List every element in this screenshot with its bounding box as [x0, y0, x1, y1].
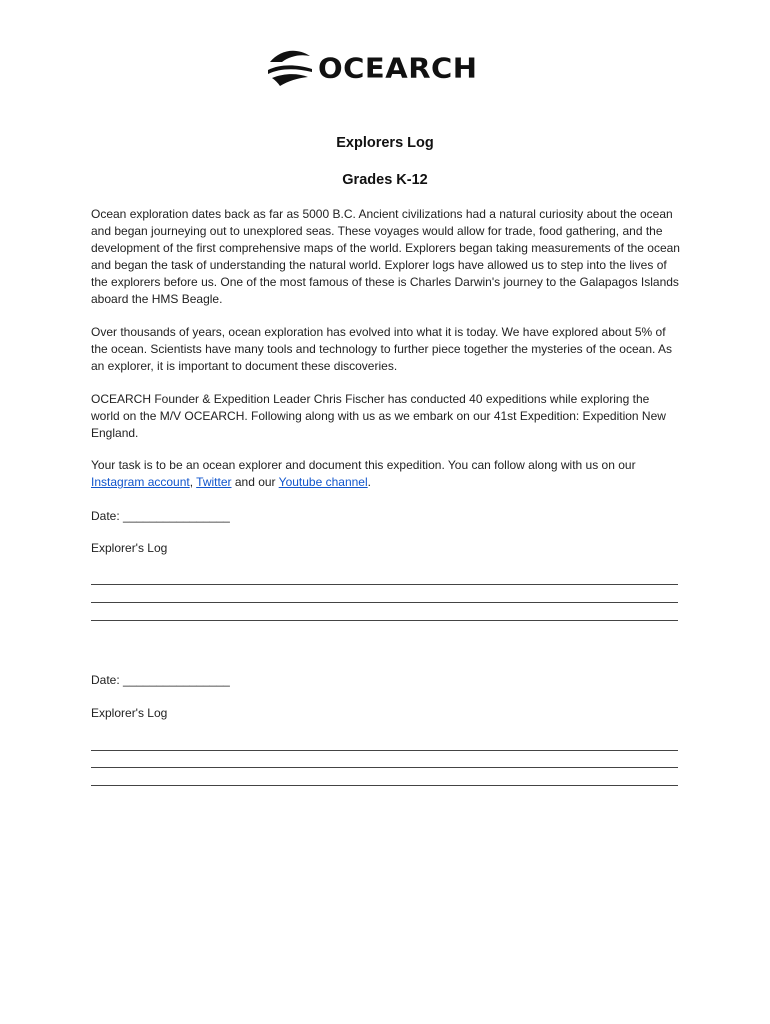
instagram-link[interactable]: Instagram account	[91, 475, 190, 489]
writing-line	[91, 602, 678, 603]
youtube-link[interactable]: Youtube channel	[278, 475, 368, 489]
wave-shark-fin-icon	[266, 48, 314, 88]
explorers-log-label: Explorer's Log	[91, 706, 168, 720]
twitter-link[interactable]: Twitter	[196, 475, 232, 489]
explorers-log-label: Explorer's Log	[91, 541, 168, 555]
date-field: Date: ________________	[91, 673, 230, 687]
date-field: Date: ________________	[91, 509, 230, 523]
page-title: Explorers Log	[336, 135, 434, 151]
task-separator: ,	[189, 475, 197, 489]
task-separator: and our	[231, 475, 279, 489]
founder-paragraph: OCEARCH Founder & Expedition Leader Chris Fischer has conducted 40 expeditions while exploring the world on the M/V OCEARCH. Following along with us as we embark on our 41st Expedition: Expedition New England.	[91, 392, 666, 440]
intro-paragraph: Ocean exploration dates back as far as 5000 B.C. Ancient civilizations had a natural curiosity about the ocean and began journeying out to unexplored seas. These voyages would allow for trade, food gathering, and the development of the first comprehensive maps of the world. Explorers began taking measurements of the ocean and began the task of understanding the natural world. Explorer logs have allowed us to step into the lives of the explorers before us. One of the most famous of these is Charles Darwin's journey to the Galapagos Islands aboard the HMS Beagle.	[91, 207, 680, 306]
writing-line	[91, 767, 678, 768]
ocearch-logo	[266, 46, 506, 90]
writing-line	[91, 620, 678, 621]
brand-name: OCEARCH	[318, 51, 478, 84]
writing-line	[91, 584, 678, 585]
task-end: .	[367, 475, 371, 489]
task-paragraph	[91, 457, 681, 491]
exploration-paragraph: Over thousands of years, ocean exploration has evolved into what it is today. We have explored about 5% of the ocean. Scientists have many tools and technology to further piece together the mysteries of the ocean. As an explorer, it is important to document these discoveries.	[91, 325, 673, 373]
grade-subtitle: Grades K-12	[342, 172, 428, 188]
writing-line	[91, 785, 678, 786]
task-intro-text: Your task is to be an ocean explorer and document this expedition. You can follow along with us on our	[91, 458, 636, 472]
writing-line	[91, 750, 678, 751]
